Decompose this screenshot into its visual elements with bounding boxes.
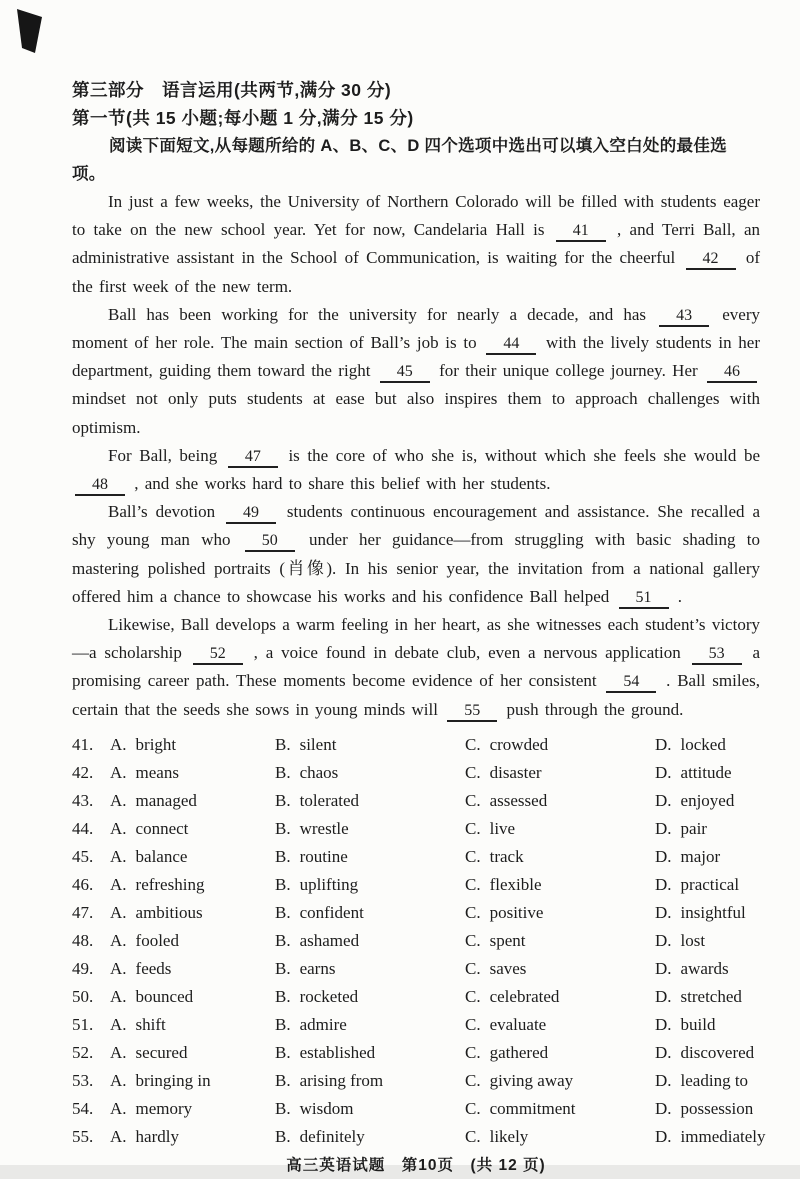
question-number: 49. [72, 958, 94, 978]
option-48-A [110, 927, 275, 955]
option-letter: D. [655, 846, 672, 866]
option-text: shift [135, 1014, 166, 1034]
option-row-51 [72, 1011, 760, 1039]
option-row-48 [72, 927, 760, 955]
option-letter: C. [465, 734, 481, 754]
option-text: positive [489, 902, 544, 922]
option-letter: B. [275, 874, 291, 894]
option-42-C [465, 759, 655, 787]
option-46-C [465, 871, 655, 899]
option-43-D [655, 787, 760, 815]
option-row-42 [72, 759, 760, 787]
option-letter: D. [655, 762, 672, 782]
option-text: hardly [135, 1126, 179, 1146]
option-44-C [465, 815, 655, 843]
question-number: 52. [72, 1042, 94, 1062]
option-text: established [299, 1042, 376, 1062]
option-text: giving away [489, 1070, 574, 1090]
option-text: admire [299, 1014, 347, 1034]
option-text: balance [135, 846, 188, 866]
cloze-blank-42: 42 [686, 249, 736, 270]
option-text: bringing in [135, 1070, 211, 1090]
option-42-B [275, 759, 465, 787]
option-55-B [275, 1123, 465, 1151]
option-49-D [655, 955, 760, 983]
option-text: bounced [135, 986, 194, 1006]
instructions: 阅读下面短文,从每题所给的 A、B、C、D 四个选项中选出可以填入空白处的最佳选项。 [72, 137, 727, 183]
option-letter: B. [275, 958, 291, 978]
cloze-blank-51: 51 [619, 588, 669, 609]
cloze-blank-54: 54 [606, 672, 656, 693]
option-letter: D. [655, 790, 672, 810]
option-letter: C. [465, 958, 481, 978]
option-text: locked [680, 734, 726, 754]
option-letter: A. [110, 902, 127, 922]
option-52-D [655, 1039, 760, 1067]
option-letter: D. [655, 1098, 672, 1118]
option-text: ambitious [135, 902, 203, 922]
option-41-B [275, 731, 465, 759]
option-letter: B. [275, 818, 291, 838]
option-letter: A. [110, 930, 127, 950]
option-text: refreshing [135, 874, 205, 894]
options-table [72, 731, 766, 1151]
option-text: gathered [489, 1042, 549, 1062]
option-row-49 [72, 955, 760, 983]
option-50-C [465, 983, 655, 1011]
option-47-A [110, 899, 275, 927]
option-49-C [465, 955, 655, 983]
question-number: 50. [72, 986, 94, 1006]
cloze-blank-50: 50 [245, 531, 295, 552]
option-letter: C. [465, 818, 481, 838]
option-54-C [465, 1095, 655, 1123]
option-text: rocketed [299, 986, 359, 1006]
option-letter: B. [275, 930, 291, 950]
cloze-blank-47: 47 [228, 447, 278, 468]
question-number: 41. [72, 734, 94, 754]
option-letter: A. [110, 734, 127, 754]
option-42-D [655, 759, 760, 787]
option-letter: A. [110, 958, 127, 978]
cloze-blank-45: 45 [380, 362, 430, 383]
option-letter: B. [275, 1042, 291, 1062]
cloze-blank-46: 46 [707, 362, 757, 383]
option-letter: B. [275, 762, 291, 782]
option-letter: C. [465, 762, 481, 782]
option-letter: A. [110, 1070, 127, 1090]
option-letter: C. [465, 1014, 481, 1034]
option-51-C [465, 1011, 655, 1039]
option-letter: D. [655, 902, 672, 922]
option-row-43 [72, 787, 760, 815]
option-50-B [275, 983, 465, 1011]
option-48-C [465, 927, 655, 955]
option-letter: C. [465, 846, 481, 866]
option-text: confident [299, 902, 364, 922]
option-43-B [275, 787, 465, 815]
section-heading: 第一节(共 15 小题;每小题 1 分,满分 15 分) [72, 108, 414, 128]
option-44-A [110, 815, 275, 843]
option-text: evaluate [489, 1014, 547, 1034]
option-52-B [275, 1039, 465, 1067]
option-letter: C. [465, 1070, 481, 1090]
option-text: tolerated [299, 790, 360, 810]
question-number: 44. [72, 818, 94, 838]
question-number: 48. [72, 930, 94, 950]
option-text: uplifting [299, 874, 359, 894]
option-letter: B. [275, 846, 291, 866]
option-letter: A. [110, 818, 127, 838]
cloze-blank-52: 52 [193, 644, 243, 665]
option-text: insightful [680, 902, 746, 922]
scan-artifact-mark [12, 6, 46, 56]
option-letter: A. [110, 1098, 127, 1118]
option-47-D [655, 899, 760, 927]
option-45-B [275, 843, 465, 871]
option-41-A [110, 731, 275, 759]
option-text: attitude [680, 762, 732, 782]
option-text: secured [135, 1042, 188, 1062]
option-letter: B. [275, 902, 291, 922]
option-row-55 [72, 1123, 766, 1151]
option-letter: A. [110, 986, 127, 1006]
option-49-A [110, 955, 275, 983]
option-text: crowded [489, 734, 549, 754]
option-letter: C. [465, 1042, 481, 1062]
option-letter: D. [655, 1014, 672, 1034]
option-45-C [465, 843, 655, 871]
option-text: track [489, 846, 524, 866]
option-text: leading to [680, 1070, 749, 1090]
option-55-C [465, 1123, 655, 1151]
option-letter: D. [655, 1126, 672, 1146]
option-text: spent [489, 930, 526, 950]
option-letter: B. [275, 1126, 291, 1146]
option-text: definitely [299, 1126, 365, 1146]
option-text: saves [489, 958, 527, 978]
option-54-B [275, 1095, 465, 1123]
option-text: discovered [680, 1042, 755, 1062]
option-letter: D. [655, 930, 672, 950]
option-51-D [655, 1011, 760, 1039]
option-letter: A. [110, 874, 127, 894]
cloze-blank-41: 41 [556, 221, 606, 242]
option-47-B [275, 899, 465, 927]
option-46-A [110, 871, 275, 899]
option-letter: D. [655, 1070, 672, 1090]
option-letter: C. [465, 1126, 481, 1146]
option-45-D [655, 843, 760, 871]
option-41-D [655, 731, 760, 759]
option-row-41 [72, 731, 760, 759]
option-42-A [110, 759, 275, 787]
option-45-A [110, 843, 275, 871]
option-letter: A. [110, 790, 127, 810]
option-52-A [110, 1039, 275, 1067]
question-number: 51. [72, 1014, 94, 1034]
option-text: awards [680, 958, 729, 978]
option-text: possession [680, 1098, 754, 1118]
option-letter: A. [110, 1126, 127, 1146]
option-text: memory [135, 1098, 193, 1118]
option-text: chaos [299, 762, 339, 782]
option-letter: D. [655, 818, 672, 838]
option-51-A [110, 1011, 275, 1039]
option-text: assessed [489, 790, 548, 810]
option-44-B [275, 815, 465, 843]
option-text: practical [680, 874, 740, 894]
cloze-blank-48: 48 [75, 475, 125, 496]
option-letter: D. [655, 874, 672, 894]
option-text: arising from [299, 1070, 384, 1090]
option-text: ashamed [299, 930, 360, 950]
question-number: 55. [72, 1126, 94, 1146]
option-text: feeds [135, 958, 172, 978]
option-letter: C. [465, 874, 481, 894]
option-43-A [110, 787, 275, 815]
option-text: pair [680, 818, 707, 838]
option-54-D [655, 1095, 760, 1123]
option-text: fooled [135, 930, 179, 950]
option-41-C [465, 731, 655, 759]
option-text: bright [135, 734, 177, 754]
option-letter: B. [275, 734, 291, 754]
option-text: major [680, 846, 721, 866]
option-row-52 [72, 1039, 760, 1067]
page-footer: 高三英语试题 第10页 (共 12 页) [286, 1156, 546, 1174]
option-55-A [110, 1123, 275, 1151]
option-text: celebrated [489, 986, 560, 1006]
option-row-54 [72, 1095, 760, 1123]
option-51-B [275, 1011, 465, 1039]
option-row-50 [72, 983, 760, 1011]
option-letter: D. [655, 734, 672, 754]
option-54-A [110, 1095, 275, 1123]
option-text: wisdom [299, 1098, 354, 1118]
option-letter: A. [110, 846, 127, 866]
option-53-D [655, 1067, 760, 1095]
option-text: lost [680, 930, 706, 950]
option-text: managed [135, 790, 197, 810]
option-text: immediately [680, 1126, 766, 1146]
option-letter: D. [655, 1042, 672, 1062]
option-letter: C. [465, 790, 481, 810]
option-letter: A. [110, 1042, 127, 1062]
option-letter: B. [275, 1098, 291, 1118]
option-letter: D. [655, 958, 672, 978]
option-letter: B. [275, 790, 291, 810]
cloze-passage [72, 188, 760, 724]
cloze-blank-49: 49 [226, 503, 276, 524]
option-row-44 [72, 815, 760, 843]
option-row-46 [72, 871, 760, 899]
option-text: live [489, 818, 516, 838]
option-text: silent [299, 734, 337, 754]
option-text: likely [489, 1126, 529, 1146]
option-text: stretched [680, 986, 742, 1006]
option-letter: C. [465, 902, 481, 922]
option-letter: D. [655, 986, 672, 1006]
cloze-blank-43: 43 [659, 306, 709, 327]
part-heading: 第三部分 语言运用(共两节,满分 30 分) [72, 80, 392, 100]
option-text: flexible [489, 874, 542, 894]
option-text: enjoyed [680, 790, 735, 810]
option-letter: B. [275, 1014, 291, 1034]
option-letter: C. [465, 986, 481, 1006]
option-48-B [275, 927, 465, 955]
question-number: 46. [72, 874, 94, 894]
option-43-C [465, 787, 655, 815]
option-row-47 [72, 899, 760, 927]
option-46-D [655, 871, 760, 899]
option-50-D [655, 983, 760, 1011]
option-text: commitment [489, 1098, 576, 1118]
option-46-B [275, 871, 465, 899]
option-row-45 [72, 843, 760, 871]
option-49-B [275, 955, 465, 983]
cloze-blank-44: 44 [486, 334, 536, 355]
option-text: routine [299, 846, 348, 866]
question-number: 53. [72, 1070, 94, 1090]
option-text: build [680, 1014, 716, 1034]
option-47-C [465, 899, 655, 927]
option-44-D [655, 815, 760, 843]
option-52-C [465, 1039, 655, 1067]
passage-paragraph: For Ball, being 47 is the core of who she is, without which she feels she would be 48 , and she works hard to share this belief with her students. [72, 442, 760, 498]
cloze-blank-55: 55 [447, 701, 497, 722]
option-text: connect [135, 818, 189, 838]
option-53-A [110, 1067, 275, 1095]
option-letter: B. [275, 986, 291, 1006]
question-number: 47. [72, 902, 94, 922]
passage-paragraph: Ball has been working for the university for nearly a decade, and has 43 every moment of her role. The main section of Ball’s job is to 44 with the lively students in her department, guiding them toward the right 45 for their unique college journey. Her 46 mindset not only puts students at ease but also inspires them to approach challenges with optimism. [72, 304, 761, 437]
option-letter: C. [465, 930, 481, 950]
passage-paragraph: Likewise, Ball develops a warm feeling in her heart, as she witnesses each student’s victory—a scholarship 52 , a voice found in debate club, even a nervous application 53 a promising career path. These moments become evidence of her consistent 54 . Ball smiles, certain that the seeds she sows in young minds will 55 push through the ground. [72, 611, 760, 724]
cloze-blank-53: 53 [692, 644, 742, 665]
option-text: wrestle [299, 818, 349, 838]
option-text: earns [299, 958, 336, 978]
option-letter: A. [110, 1014, 127, 1034]
option-row-53 [72, 1067, 760, 1095]
option-48-D [655, 927, 760, 955]
option-55-D [655, 1123, 766, 1151]
option-letter: B. [275, 1070, 291, 1090]
option-text: means [135, 762, 179, 782]
option-letter: A. [110, 762, 127, 782]
question-number: 54. [72, 1098, 94, 1118]
option-text: disaster [489, 762, 542, 782]
option-53-B [275, 1067, 465, 1095]
option-53-C [465, 1067, 655, 1095]
option-letter: C. [465, 1098, 481, 1118]
question-number: 42. [72, 762, 94, 782]
passage-paragraph: In just a few weeks, the University of Northern Colorado will be filled with students eager to take on the new school year. Yet for now, Candelaria Hall is 41 , and Terri Ball, an administrative assistant in the School of Communication, is waiting for the cheerful 42 of the first week of the new term. [72, 192, 760, 296]
passage-paragraph: Ball’s devotion 49 students continuous encouragement and assistance. She recalled a shy young man who 50 under her guidance—from struggling with basic shading to mastering polished portraits (肖像). In his senior year, the invitation from a national gallery offered him a chance to showcase his works and his confidence Ball helped 51 . [72, 498, 760, 611]
question-number: 45. [72, 846, 94, 866]
question-number: 43. [72, 790, 94, 810]
option-50-A [110, 983, 275, 1011]
